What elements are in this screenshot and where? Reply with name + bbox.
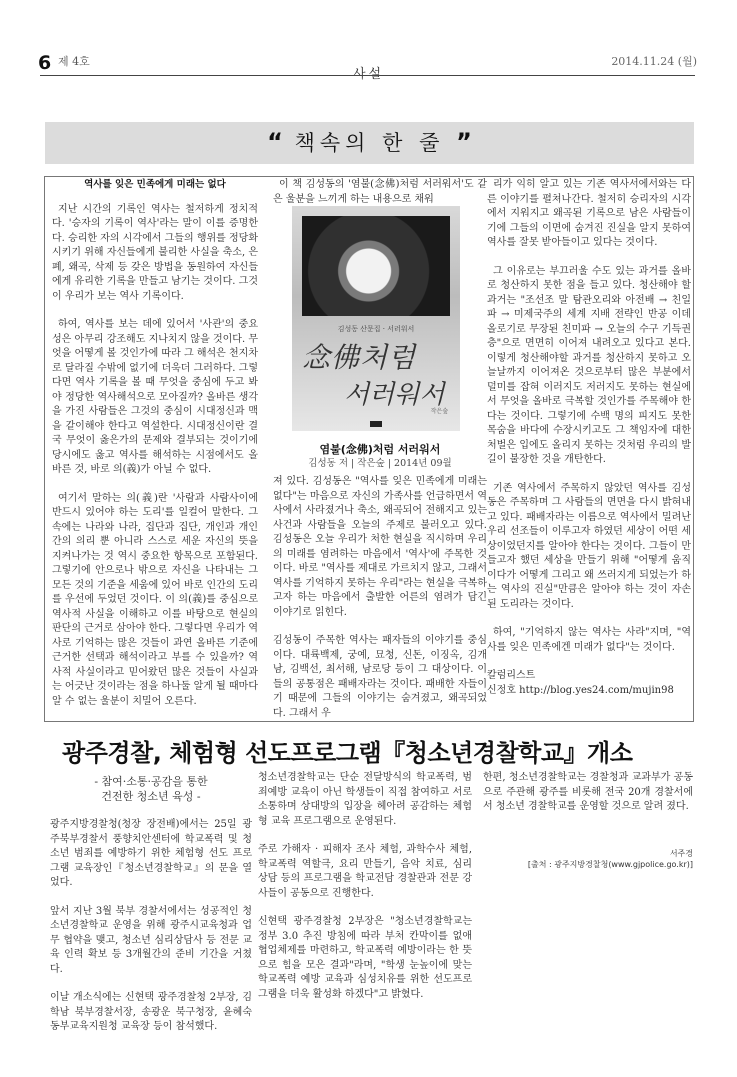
issue-date: 2014.11.24 (월) [611,55,697,68]
publisher-logo-icon [370,421,382,427]
review-column-3 [487,178,691,698]
book-caption-title: 염불(念佛)처럼 서러워서 [319,443,441,456]
review-column-2-intro [273,178,487,207]
book-caption-meta: 김성동 저 | 작은숲 | 2014년 09월 [308,458,452,469]
article-paragraph: 청소년경찰학교는 단순 전달방식의 학교폭력, 범죄예방 교육이 아닌 학생들이 직접 참여하고 서로 소통하며 상대방의 입장을 헤아려 공감하는 체험형 교육 프로그램으로 운영된다. [258,772,472,827]
article-paragraph: 앞서 지난 3월 북부 경찰서에서는 성공적인 청소년경찰학교 운영을 위해 광주시교육청과 업무 협약을 맺고, 청소년 심리상담사 등 전문 교육 인력 확보 등 3개월간의 준비 기간을 거쳤다. [50,905,252,975]
review-paragraph: 하여, 역사를 보는 데에 있어서 '사관'의 중요성은 아무리 강조해도 지나치지 않을 것이다. 무엇을 어떻게 볼 것인가에 따라 그 해석은 천지차로 달라질 수밖에 없기에 더욱더 그러하다. 그렇다면 역사 기록을 볼 때 무엇을 중심에 두고 봐야 정당한 역사해석으로 모아질까? 올바른 생각을 가진 사람들은 그것의 중심이 시대정신과 맥을 같이해야 한다고 역설한다. 시대정신이란 결국 무엇이 옳은가의 문제와 결부되는 것이기에 당시에도 옳고 역사를 해석하는 시점에서도 올바른 것, 바로 의(義)가 아닐 수 없다. [52,319,258,475]
review-paragraph: 이 책 김성동의 '염불(念佛)처럼 서러워서'도 같은 울분을 느끼게 하는 내용으로 채워 [273,179,487,205]
book-cover-image [292,206,460,431]
section-title: 사설 [352,67,385,82]
article-byline [483,848,693,870]
banner-title: 책속의 한 줄 [294,131,445,155]
review-paragraph: 하여, "기억하지 않는 역사는 사라"지며, "역사를 잊은 민족에겐 미래가 없다"는 것이다. [487,627,691,653]
review-paragraph: 김성동이 주목한 역사는 패자들의 이야기를 중심이다. 대륙백제, 궁예, 묘청, 신돈, 이징옥, 김개남, 김백선, 최서해, 남로당 등이 그 대상이다. 이들의 공통점은 패배자라는 것이다. 패배한 자들이기 때문에 그들의 이야기는 숨겨졌고, 왜곡되었다. 그래서 우 [273,635,487,719]
article-column-1 [50,818,252,1035]
byline-source[interactable]: [출처 : 광주지방경찰청(www.gjpolice.go.kr)] [527,860,693,869]
article-subhead [50,774,252,804]
page-number: 6 [38,52,52,74]
book-banner [45,122,694,164]
article-headline: 광주경찰, 체험형 선도프로그램『청소년경찰학교』개소 [62,739,633,767]
review-paragraph: 져 있다. 김성동은 "역사를 잊은 민족에게 미래는 없다"는 마음으로 자신의 가족사를 언급하면서 역사에서 사라졌거나 축소, 왜곡되어 전해지고 있는 사건과 사람들을 오늘의 주제로 불러오고 있다. 김성동은 오늘 우리가 처한 현실을 직시하며 우리의 미래를 염려하는 마음에서 '역사'에 주목한 것이다. 바로 "역사를 제대로 가르치지 않고, 그래서 역사를 기억하지 못하는 우리"라는 현실을 극복하고자 하는 마음에서 출발한 어른의 염려가 담긴 이야기로 읽힌다. [273,476,487,618]
subhead-line: 건전한 청소년 육성 - [101,790,201,803]
issue-number: 제 4호 [58,55,90,68]
cover-title-line2: 서러워서 [344,380,445,410]
review-paragraph: 그 이유로는 부끄러울 수도 있는 과거를 올바로 청산하지 못한 점을 들고 있다. 청산해야 할 과거는 "조선조 말 탐관오리와 아전배 → 친일파 → 미제국주의 세계 지배 전략인 반공 이데올로기로 무장된 친미파 → 오늘의 수구 기득권층"으로 면면히 이어져 내려오고 있다고 본다. 이렇게 청산해야할 과거를 청산하지 못하고 오늘날까지 이어져온 것으로부터 많은 부분에서 덜미를 잡혀 이러지도 저러지도 못하는 현실에서 무엇을 올바로 극복할 것인가를 주목해야 한다는 것이다. 그렇기에 수백 명의 피지도 못한 목숨을 바다에 수장시키고도 그 책임자에 대한 처벌은 입에도 올리지 못하는 것처럼 우리의 발길이 불장한 것을 개탄한다. [487,265,691,465]
review-column-1 [52,178,258,709]
cover-author-line: 김성동 산문집 · 서러워서 [337,325,415,333]
article-paragraph: 이날 개소식에는 신현택 광주경찰청 2부장, 김학남 북부경찰서장, 송광운 북구청장, 윤혜숙 동부교육지원청 교육장 등이 참석했다. [50,992,252,1032]
open-quote: “ [267,128,283,156]
review-paragraph: 지난 시간의 기록인 역사는 철저하게 정치적다. '승자의 기록이 역사'라는 말이 이를 증명한다. 승리한 자의 시각에서 그들의 행위를 정당화시키기 위해 자신들에게 불리한 사실을 축소, 은폐, 왜곡, 삭제 등 갖은 방법을 동원하여 자신들에게 유리한 기록을 만들고 남기는 것이다. 그것이 우리가 보는 역사 기록이다. [52,203,258,302]
close-quote: ” [456,128,472,156]
author-portrait [302,216,450,316]
cover-title-line1: 念佛처럼 [302,341,417,374]
article-column-3 [483,771,693,815]
article-column-2 [258,771,472,1002]
article-paragraph: 광주지방경찰청(청장 장전배)에서는 25일 광주북부경찰서 풍향치안센터에 학교폭력 및 청소년 범죄를 예방하기 위한 체험형 선도 프로그램 교육장인『청소년경찰학교』의 문을 열었다. [50,819,252,888]
byline-name: 서주경 [669,849,693,858]
header-divider [40,75,695,76]
review-column-2 [273,475,487,721]
article-paragraph: 신현택 광주경찰청 2부장은 "청소년경찰학교는 정부 3.0 추진 방침에 따라 부처 칸막이를 없애 협업체제를 마련하고, 학교폭력 예방이라는 한 뜻으로 힘을 모은 결과"라며, "학생 눈높이에 맞는 학교폭력 예방 교육과 심성치유를 위한 선도프로그램을 더욱 활성화 하겠다"고 밝혔다. [258,916,472,1000]
review-paragraph: 여기서 말하는 의(義)란 '사람과 사람사이에 반드시 있어야 하는 도리'를 일컬어 말한다. 그 속에는 나라와 나라, 집단과 집단, 개인과 개인 간의 의리 뿐 아니라 스스로 세운 자신의 뜻을 지켜나가는 것 역시 중요한 항목으로 포함된다. 그렇기에 안으로나 밖으로 자신을 나타내는 그 모든 것의 기준을 세움에 있어 바로 인간의 도리를 우선에 두었던 것이다. 이 의(義)를 중심으로 역사적 사실을 이해하고 이를 바탕으로 현실의 판단의 근거로 삼아야 한다. 그렇다면 우리가 역사로 기억하는 많은 것들이 과연 올바른 기준에 근거한 선택과 해석이라고 부를 수 있을까? 역사적 사실이라고 믿어왔던 많은 것들이 사실과는 어긋난 것이라는 점을 하나둘 알게 될 때마다 알 수 없는 울분이 치밀어 오른다. [52,492,258,707]
columnist-title: 칼럼리스트 [487,670,536,681]
cover-publisher: 작은숲 [430,408,448,415]
review-paragraph: 기존 역사에서 주목하지 않았던 역사를 김성동은 주목하며 그 사람들의 면면을 다시 밝혀내고 있다. 패배자라는 이름으로 역사에서 밀려난 우리 선조들이 이루고자 하였던 세상이 어떤 세상이었던지를 알아야 한다는 것이다. 그들이 만들고자 했던 세상을 만들기 위해 "어떻게 움직이다가 어떻게 그리고 왜 쓰러지게 되었는가 하는 역사의 진실"만큼은 알아야 하는 것이 자손 된 도리라는 것이다. [487,482,691,610]
article-paragraph: 한편, 청소년경찰학교는 경찰청과 교과부가 공동으로 주관해 광주를 비롯해 전국 20개 경찰서에서 청소년 경찰학교를 운영할 것으로 알려 졌다. [483,772,693,812]
review-paragraph: 리가 익히 알고 있는 기존 역사서에서와는 다른 이야기를 펼쳐나간다. 철저히 승리자의 시각에서 지워지고 왜곡된 기록으로 남은 사람들이기에 그들의 이면에 숨겨진 진실을 알지 못하여 역사를 잘못 받아들이고 있다는 것이다. [487,179,691,248]
subhead-line: - 참여·소통·공감을 통한 [94,775,208,788]
review-heading: 역사를 잊은 민족에게 미래는 없다 [84,179,226,190]
article-paragraph: 주로 가해자 · 피해자 조사 체험, 과학수사 체험, 학교폭력 역할극, 요리 만들기, 음악 치료, 심리 상담 등의 프로그램을 학교전담 경찰관과 전문 강사들이 공동으로 진행한다. [258,844,472,899]
columnist-name-link[interactable]: 신정호 http://blog.yes24.com/mujin98 [487,684,674,696]
